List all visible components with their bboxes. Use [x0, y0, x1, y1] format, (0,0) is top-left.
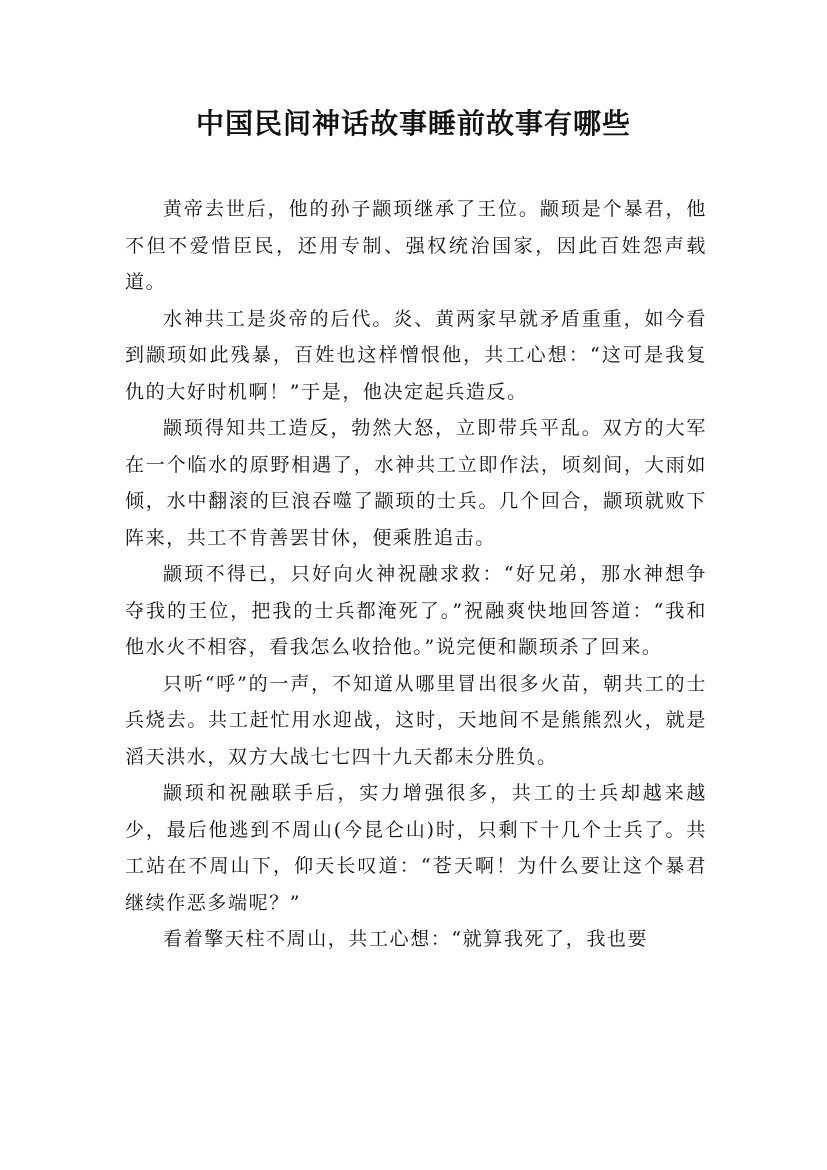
paragraph: 看着擎天柱不周山，共工心想：“就算我死了，我也要 [163, 928, 649, 950]
paragraph: 水神共工是炎帝的后代。炎、黄两家早就矛盾重重，如今看到颛顼如此残暴，百姓也这样憎恨他，共工心想：“这可是我复仇的大好时机啊！”于是，他决定起兵造反。 [125, 307, 707, 403]
paragraph: 颛顼不得已，只好向火神祝融求救：“好兄弟，那水神想争夺我的王位，把我的士兵都淹死了。”祝融爽快地回答道：“我和他水火不相容，看我怎么收拾他。”说完便和颛顼杀了回来。 [125, 563, 707, 658]
paragraph: 颛顼得知共工造反，勃然大怒，立即带兵平乱。双方的大军在一个临水的原野相遇了，水神共工立即作法，顷刻间，大雨如倾，水中翻滚的巨浪吞噬了颛顼的士兵。几个回合，颛顼就败下阵来，共工不肯善罢甘休，便乘胜追击。 [125, 417, 707, 549]
paragraph: 黄帝去世后，他的孙子颛顼继承了王位。颛顼是个暴君，他不但不爱惜臣民，还用专制、强权统治国家，因此百姓怨声载道。 [125, 198, 707, 293]
paragraph: 只听“呼”的一声，不知道从哪里冒出很多火苗，朝共工的士兵烧去。共工赶忙用水迎战，这时，天地间不是熊熊烈火，就是滔天洪水，双方大战七七四十九天都未分胜负。 [125, 672, 707, 768]
document-title: 中国民间神话故事睡前故事有哪些 [195, 107, 631, 140]
document-body [125, 191, 707, 958]
paragraph: 颛顼和祝融联手后，实力增强很多，共工的士兵却越来越少，最后他逃到不周山(今昆仑山)时，只剩下十几个士兵了。共工站在不周山下，仰天长叹道：“苍天啊！为什么要让这个暴君继续作恶多端呢？” [125, 782, 707, 914]
